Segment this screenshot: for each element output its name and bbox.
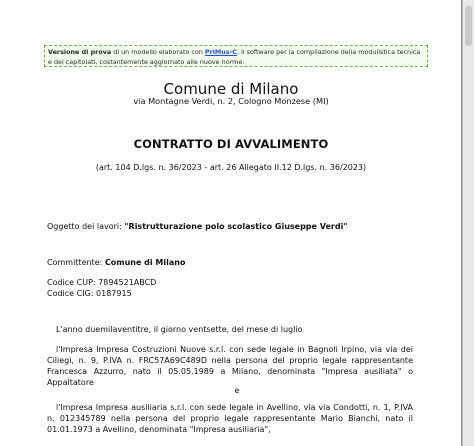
client-line xyxy=(47,257,185,268)
vertical-scrollbar[interactable] xyxy=(462,0,474,446)
banner-text-2: , il software per la compilazione della modulistica tecnica e dei capitolati, costantemente aggiornato alle nuove norme. xyxy=(48,48,421,66)
date-line: L'anno duemilaventitre, il giorno ventsette, del mese di luglio xyxy=(56,325,303,334)
trial-version-banner xyxy=(44,45,428,67)
primus-link[interactable]: PriMus-C xyxy=(204,48,237,56)
works-label: Oggetto dei lavori: xyxy=(47,222,125,231)
works-line xyxy=(47,221,348,232)
cig-code: Codice CIG: 0187915 xyxy=(47,289,132,298)
client-value: Comune di Milano xyxy=(104,258,186,267)
municipality-name: Comune di Milano xyxy=(163,80,299,98)
contract-reference: (art. 104 D.lgs. n. 36/2023 - art. 26 Allegato II.12 D.lgs. n. 36/2023) xyxy=(95,163,367,172)
client-label: Committente: xyxy=(47,258,105,267)
scrollbar-thumb[interactable] xyxy=(465,6,472,46)
conjunction-e: e xyxy=(234,386,240,395)
municipality-address: via Montagne Verdi, n. 2, Cologno Monzese (MI) xyxy=(133,96,329,106)
contract-title: CONTRATTO DI AVVALIMENTO xyxy=(133,137,329,151)
banner-label: Versione di prova xyxy=(48,48,112,56)
cup-code: Codice CUP: 7894521ABCD xyxy=(47,278,157,287)
banner-text: di un modello elaborato con xyxy=(111,48,205,56)
party-auxiliary-paragraph: l'Impresa Impresa ausiliaria s.r.l. con sede legale in Avellino, via via Condotti, n. 1, P.IVA n. 012345789 nella persona del proprio legale rappresentante Mario Bianchi, nato il 01.01.1973 a Avellino, denominata "Impresa ausiliaria", xyxy=(47,403,413,434)
party-auxiliated-paragraph: l'Impresa Impresa Costruzioni Nuove s.r.l. con sede legale in Bagnoli Irpino, via via dei Ciliegi, n. 9, P.IVA n. FRC57A69C489D nella persona del proprio legale rappresentante Francesca Azzurro, nato il 05.05.1989 a Milano, denominata "Impresa ausiliata" o Appaltatore xyxy=(47,345,413,387)
works-value: "Ristrutturazione polo scolastico Giuseppe Verdi" xyxy=(124,222,348,231)
